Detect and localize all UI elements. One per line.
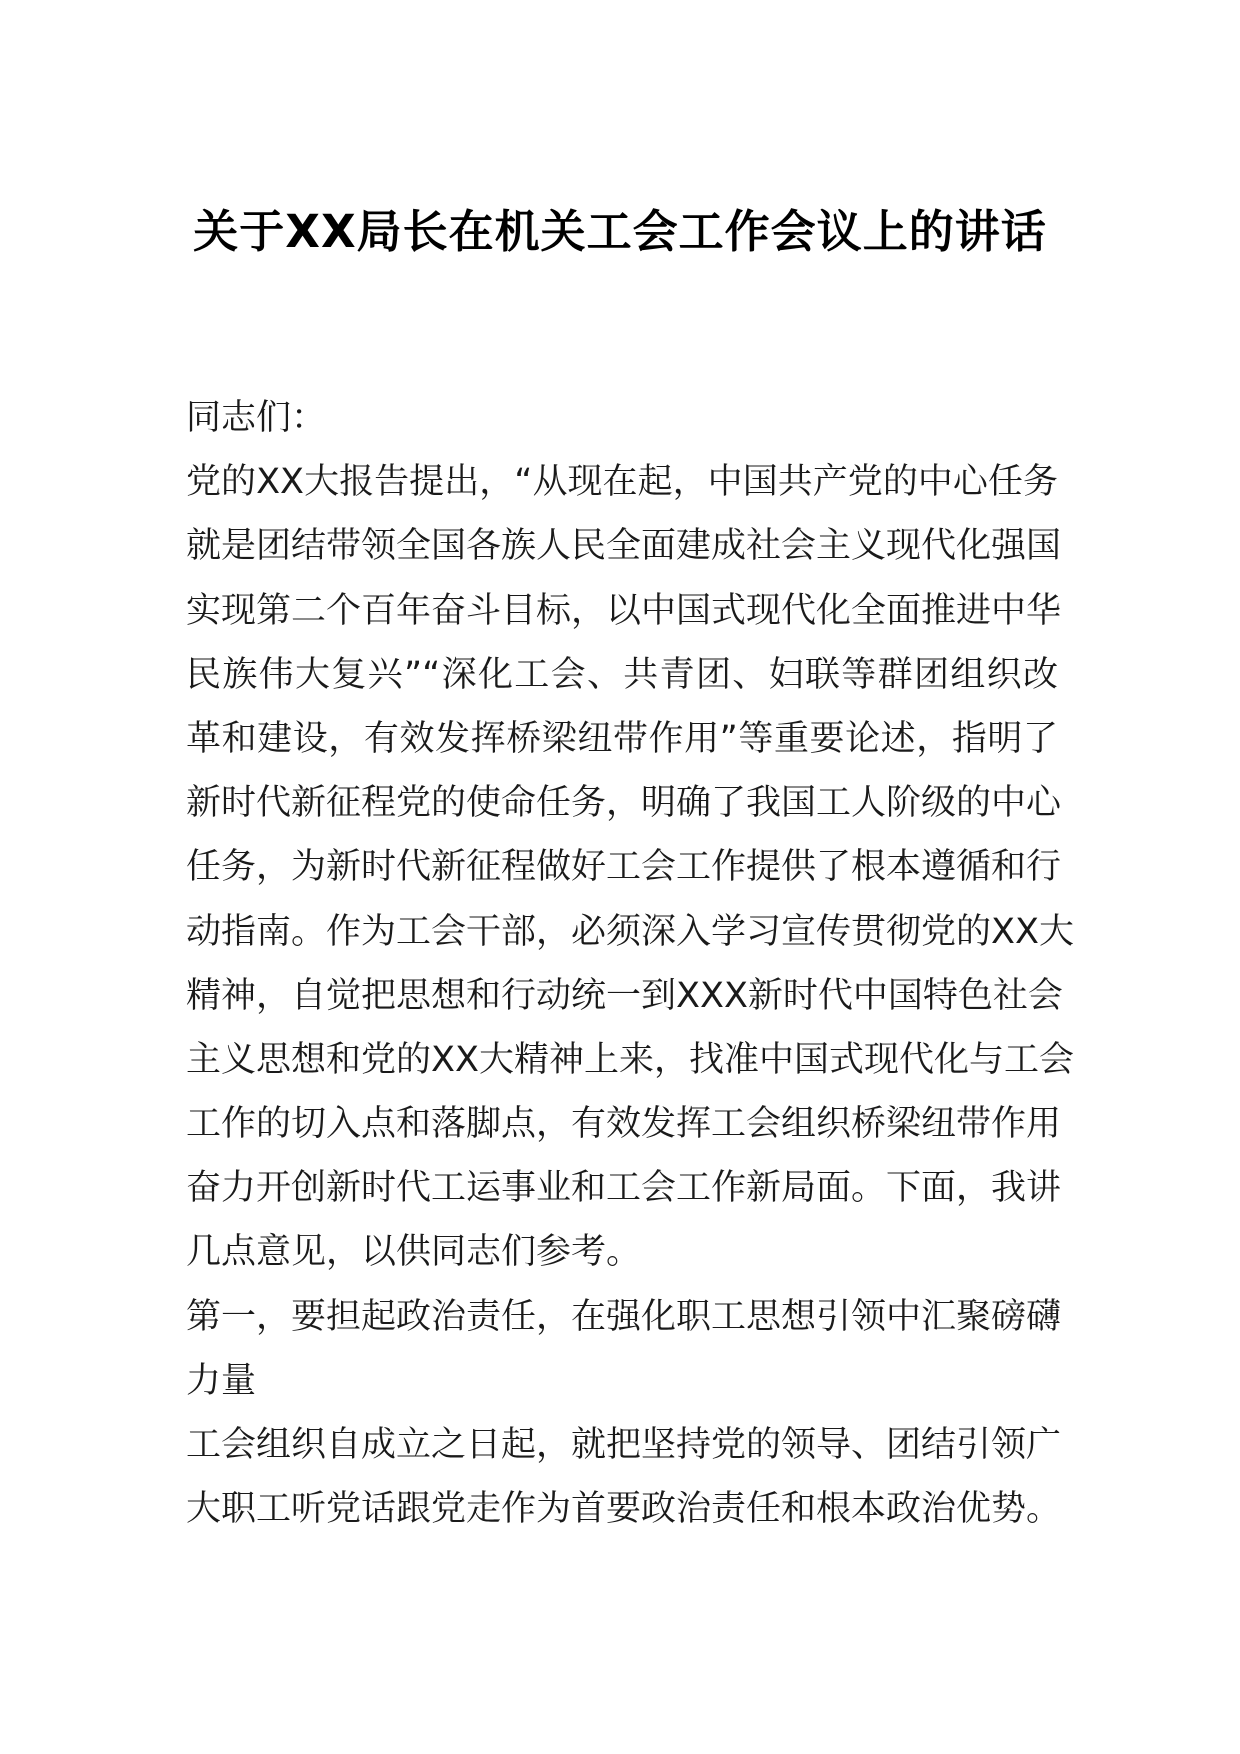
body-line: 工会组织自成立之日起，就把坚持党的领导、团结引领广 (186, 1425, 1062, 1465)
body-line: 奋力开创新时代工运事业和工会工作新局面。下面，我讲 (186, 1168, 1062, 1209)
body-line: 大职工听党话跟党走作为首要政治责任和根本政治优势。 (186, 1489, 1062, 1530)
body-line: 新时代新征程党的使命任务，明确了我国工人阶级的中心 (186, 783, 1062, 824)
salutation-line: 同志们： (186, 398, 327, 438)
body-line: 精神，自觉把思想和行动统一到XXX新时代中国特色社会 (186, 975, 1063, 1016)
body-line: 工作的切入点和落脚点，有效发挥工会组织桥梁纽带作用 (186, 1104, 1062, 1145)
body-line: 民族伟大复兴”“深化工会、共青团、妇联等群团组织改 (186, 654, 1058, 695)
body-line: 实现第二个百年奋斗目标，以中国式现代化全面推进中华 (186, 590, 1062, 631)
body-line: 几点意见，以供同志们参考。 (186, 1232, 642, 1273)
body-line: 主义思想和党的XX大精神上来，找准中国式现代化与工会 (186, 1039, 1074, 1080)
body-line: 动指南。作为工会干部，必须深入学习宣传贯彻党的XX大 (186, 911, 1074, 952)
document-title: 关于XX局长在机关工会工作会议上的讲话 (193, 205, 1047, 258)
body-line: 党的XX大报告提出，“从现在起，中国共产党的中心任务 (186, 462, 1058, 503)
section-heading-line: 力量 (186, 1360, 257, 1401)
body-line: 革和建设，有效发挥桥梁纽带作用”等重要论述，指明了 (186, 718, 1058, 759)
document-body (186, 386, 1074, 1541)
body-line: 就是团结带领全国各族人民全面建成社会主义现代化强国 (186, 526, 1062, 567)
body-line: 任务，为新时代新征程做好工会工作提供了根本遵循和行 (186, 847, 1062, 888)
section-heading-line: 第一，要担起政治责任，在强化职工思想引领中汇聚磅礴 (186, 1296, 1062, 1337)
